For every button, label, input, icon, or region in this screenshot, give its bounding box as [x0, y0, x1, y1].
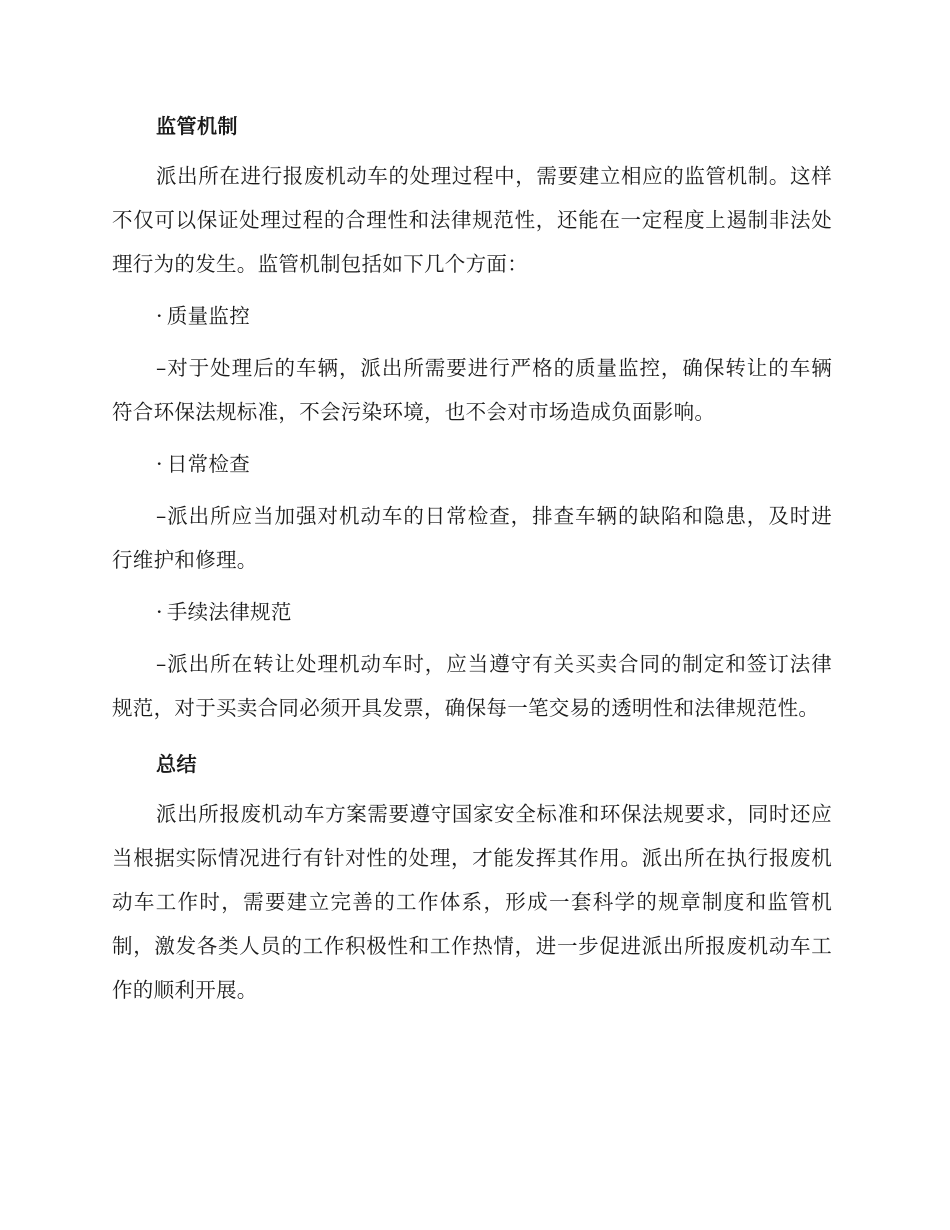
- bullet-title: 日常检查: [166, 452, 251, 476]
- bullet-detail-legal: –派出所在转让处理机动车时，应当遵守有关买卖合同的制定和签订法律规范，对于买卖合同必须开具发票，确保每一笔交易的透明性和法律规范性。: [112, 652, 832, 720]
- section-intro-summary: 派出所报废机动车方案需要遵守国家安全标准和环保法规要求，同时还应当根据实际情况进行有针对性的处理，才能发挥其作用。派出所在执行报废机动车工作时，需要建立完善的工作体系，形成一套科学的规章制度和监管机制，激发各类人员的工作积极性和工作热情，进一步促进派出所报废机动车工作的顺利开展。: [112, 802, 832, 1002]
- bullet-item-quality: [112, 294, 832, 338]
- section-heading-summary: 总结: [156, 752, 197, 776]
- bullet-item-legal: [112, 590, 832, 634]
- bullet-title: 质量监控: [166, 304, 251, 328]
- bullet-dot: ·: [156, 452, 163, 476]
- bullet-title: 手续法律规范: [166, 600, 292, 624]
- section-intro-supervision: 派出所在进行报废机动车的处理过程中，需要建立相应的监管机制。这样不仅可以保证处理过程的合理性和法律规范性，还能在一定程度上遏制非法处理行为的发生。监管机制包括如下几个方面：: [112, 164, 832, 276]
- bullet-item-daily-check: [112, 442, 832, 486]
- bullet-detail-quality: –对于处理后的车辆，派出所需要进行严格的质量监控，确保转让的车辆符合环保法规标准，不会污染环境，也不会对市场造成负面影响。: [112, 356, 832, 424]
- section-heading-supervision: 监管机制: [156, 114, 238, 138]
- document-page: [112, 104, 832, 1020]
- bullet-dot: ·: [156, 600, 163, 624]
- bullet-detail-daily-check: –派出所应当加强对机动车的日常检查，排查车辆的缺陷和隐患，及时进行维护和修理。: [112, 504, 832, 572]
- bullet-dot: ·: [156, 304, 163, 328]
